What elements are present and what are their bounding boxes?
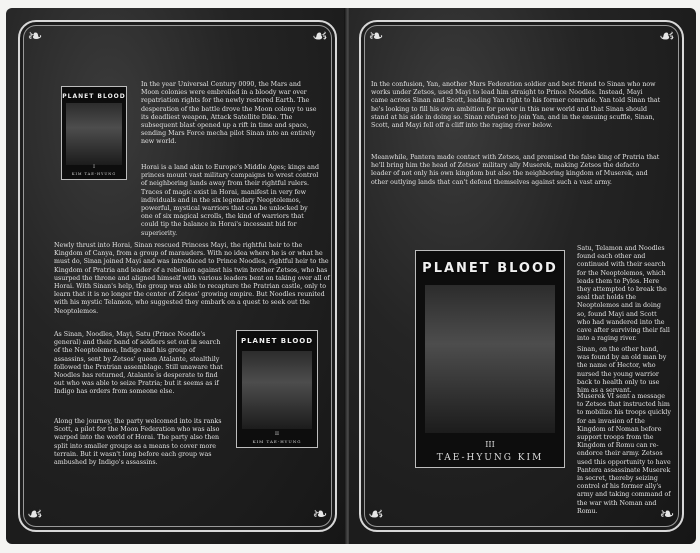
ornament-icon: ☙	[26, 504, 44, 525]
cover-logo: PLANET BLOOD	[240, 337, 314, 345]
book-spread	[6, 8, 696, 544]
meanwhile-paragraph: Meanwhile, Pantera made contact with Zetsos, and promised the false king of Pratria that he'll bring him the head of Zetsos' military ally Muserek, making Zetsos the defacto leader of not only his own kingdom but also the neighboring kingdom of Muserek, and other outlying lands that can't defend themselves against such a vast army.	[371, 154, 660, 186]
search-paragraph: As Sinan, Noodles, Mayi, Satu (Prince Noodle's general) and their band of soldiers set out in search of the Neoptolemos, Indigo and his group of assassins, sent by Zetsos' queen Atalante, stealthily followed the Pratrian assemblage. Still unaware that Noodles has returned, Atalante is desperate to find out who was able to seize Pratria; but it seems as if Indigo has orders from someone else.	[54, 331, 223, 396]
cover-art	[66, 103, 122, 165]
cover-thumbnail-volume-3	[415, 250, 565, 468]
sinan-paragraph: Sinan, on the other hand, was found by an old man by the name of Hector, who nursed the young warrior back to health only to use him as a servant.	[577, 346, 667, 395]
cover-author: KIM TAE-HYUNG	[252, 439, 302, 444]
cover-logo: PLANET BLOOD	[422, 261, 558, 276]
muserek-paragraph: Muserek VI sent a message to Zetsos that instructed him to mobilize his troops quickly for an invasion of the Kingdom of Noman before support troops from the Kingdom of Romu can re-endorce their army. Zetsos used this opportunity to have Pantera assassinate Muserek in secret, thereby seizing control of his former ally's army and taking command of the war with Noman and Romu.	[577, 393, 671, 515]
ornament-icon: ❧	[368, 26, 384, 47]
cover-thumbnail-volume-1	[61, 86, 127, 180]
horai-paragraph: Horai is a land akin to Europe's Middle Ages; kings and princes mount vast military campaigns to wrest control of neighboring lands away from their rightful rulers. Traces of magic exist in Horai, manifest in very few individuals and in the six legendary Neoptolemos, powerful, mystical warriors that can be unlocked by one of six magical scrolls, the kind of warriors that could tip the balance in Horai's incessant bid for superiority.	[141, 164, 319, 237]
cover-author: TAE-HYUNG KIM	[436, 453, 544, 463]
cover-author: KIM TAE-HYUNG	[71, 172, 117, 176]
cover-volume-number: I	[93, 165, 95, 170]
ornament-icon: ❧	[27, 26, 43, 47]
cover-volume-number: II	[275, 431, 279, 437]
cover-thumbnail-volume-2	[236, 330, 318, 448]
ornament-icon: ☙	[658, 26, 676, 47]
confusion-paragraph: In the confusion, Yan, another Mars Federation soldier and best friend to Sinan who now works under Zetsos, used Mayi to lead him straight to Prince Noodles. Instead, Mayi came across Sinan and Scott, leading Yan right to his former comrade. Yan told Sinan that he's looking to fill his own ambition for power in this new world and that Sinan should stand at his side in doing so. Sinan refused to join Yan, and in the ensuing scuffle, Sinan, Scott, and Mayi fell off a cliff into the raging river below.	[371, 81, 661, 130]
cover-art	[425, 285, 555, 433]
journey-paragraph: Along the journey, the party welcomed into its ranks Scott, a pilot for the Moon Federation who was also warped into the world of Horai. The party also then split into smaller groups as a means to cover more terrain. But it wasn't long before each group was ambushed by Indigo's assassins.	[54, 418, 222, 467]
ornament-icon: ☙	[367, 504, 385, 525]
satu-paragraph: Satu, Telamon and Noodles found each other and continued with their search for the Neoptolemos, which leads them to Pylos. Here they attempted to break the seal that holds the Neoptolemos and in doing so, found Mayi and Scott who had wandered into the cave after surviving their fall into a raging river.	[577, 245, 670, 343]
right-page	[349, 8, 696, 544]
ornament-icon: ❧	[659, 504, 675, 525]
cover-volume-number: III	[485, 440, 495, 449]
left-page	[6, 8, 347, 544]
cover-art	[242, 351, 312, 429]
cover-logo: PLANET BLOOD	[62, 93, 126, 100]
ornament-icon: ❧	[312, 504, 328, 525]
thrust-paragraph: Newly thrust into Horai, Sinan rescued Princess Mayi, the rightful heir to the Kingdom of Canya, from a group of marauders. With no idea where he is or what he must do, Sinan joined Mayi and was introduced to Prince Noodles, rightful heir to the Kingdom of Pratria and leader of a rebellion against his twin brother Zetsos, who has usurped the throne and aligned himself with various leaders bent on taking over all of Horai. With Sinan's help, the group was able to recapture the Pratrian castle, only to learn that it is no longer the center of Zetsos' growing empire. But Noodles reunited with his mystic Telamon, who suggested they embark on a quest to seek out the Neoptolemos.	[54, 242, 330, 315]
intro-paragraph: In the year Universal Century 0090, the Mars and Moon colonies were embroiled in a bloody war over repatriation rights for the newly restored Earth. The desperation of the battle drove the Moon colony to use its deadliest weapon, Attack Satellite Dike. The subsequent blast opened up a rift in time and space, sending Mars Force mecha pilot Sinan into an entirely new world.	[141, 81, 317, 146]
ornament-icon: ☙	[311, 26, 329, 47]
